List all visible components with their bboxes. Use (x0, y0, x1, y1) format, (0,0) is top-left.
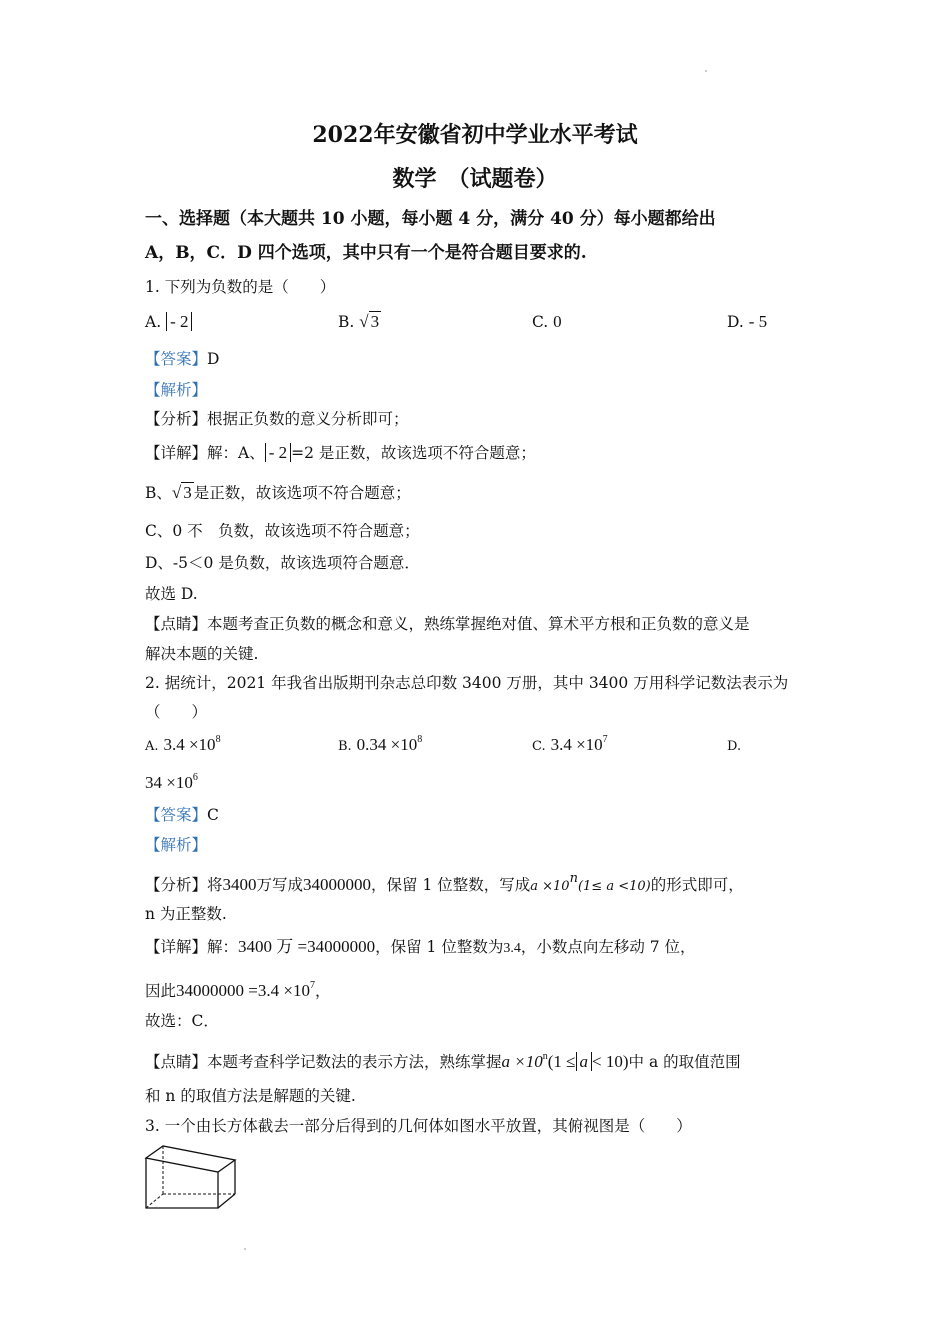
xiangjie-tag: 【详解】 (145, 938, 208, 956)
text: 中 a 的取值范围 (628, 1053, 741, 1071)
text: ，保留 1 位整数，写成 (371, 876, 531, 894)
math-exponent: 7 (309, 980, 315, 991)
q2-option-a (145, 734, 221, 755)
option-value: 3.4 ×10 (550, 735, 603, 754)
dianjing-text: 本题考查正负数的概念和意义，熟练掌握绝对值、算术平方根和正负数的意义是 (207, 615, 750, 633)
q1-option-d (727, 312, 767, 332)
q1-dianjing-2: 解决本题的关键. (145, 645, 259, 663)
text: 的形式即可， (650, 876, 744, 894)
option-label: D. (727, 739, 742, 754)
math-exponent: n (569, 871, 578, 886)
math: 3.4 (503, 941, 521, 956)
text: 本题考查科学记数法的表示方法，熟练掌握 (207, 1053, 502, 1071)
option-value: 0.34 ×10 (356, 735, 418, 754)
math: 34000000 (303, 875, 372, 894)
option-label: C. (532, 739, 546, 754)
math: < 10) (592, 1052, 629, 1071)
truncated-cuboid-figure (143, 1142, 239, 1212)
fenxi-tag: 【分析】 (145, 410, 208, 428)
answer-tag: 【答案】 (145, 806, 208, 824)
text: 解： (207, 938, 239, 956)
q2-option-c (532, 734, 608, 755)
math: a ×10 (501, 1052, 543, 1071)
page-subtitle: 数学 （试题卷） (392, 166, 558, 192)
q1-fenxi (145, 408, 409, 430)
radicand: 3 (183, 483, 192, 502)
q2-fenxi (145, 868, 744, 898)
dianjing-tag: 【点睛】 (145, 1053, 208, 1071)
option-value: 0 (553, 312, 562, 331)
page-mark (705, 70, 707, 72)
section-heading-2: A，B，C．D 四个选项，其中只有一个是符合题目要求的. (145, 243, 587, 263)
q1-option-b (338, 312, 381, 332)
xiangjie-pre: 解：A、 (207, 444, 265, 462)
q1-dianjing (145, 613, 750, 635)
xiangjie-tag: 【详解】 (145, 444, 208, 462)
text: 万写成 (256, 876, 304, 894)
option-value: - 2 (166, 312, 192, 331)
answer-value: D (207, 350, 220, 368)
option-value: 34 ×10 (145, 773, 193, 792)
dianjing-tag: 【点睛】 (145, 615, 208, 633)
math: (1 ≤ (547, 1052, 576, 1071)
option-value: - 5 (748, 312, 768, 331)
page-title: 2022年安徽省初中学业水平考试 (312, 122, 638, 148)
math: 34000000 =3.4 ×10 (176, 981, 310, 1000)
radicand: 3 (370, 312, 380, 331)
page-mark (244, 1248, 246, 1250)
figure-right-bottom-edge (218, 1194, 235, 1208)
fenxi-tag: 【分析】 (145, 876, 208, 894)
option-value: 3.4 ×10 (163, 735, 216, 754)
math: a ×10 (530, 879, 570, 894)
option-label: B. (338, 739, 352, 754)
q1-analysis-tag: 【解析】 (145, 381, 208, 399)
option-label: B. (338, 313, 355, 331)
q2-yinci (145, 975, 330, 1002)
q1-option-a (145, 312, 192, 332)
sqrt-expression: √ 3 (171, 483, 192, 502)
abs-expression: a (576, 1052, 593, 1071)
text: ，小数点向左移动 7 位， (520, 938, 696, 956)
q1-line-d: D、-5＜0 是负数，故该选项符合题意． (145, 554, 420, 572)
abs-expression: - 2 (265, 443, 291, 462)
q1-line-b (145, 482, 411, 504)
q2-dianjing (145, 1046, 741, 1073)
text: 将 (207, 876, 223, 894)
option-label: A. (145, 739, 159, 754)
q1-line-c: C、0 不 负数，故该选项不符合题意； (145, 522, 420, 540)
q1-xiangjie (145, 442, 536, 464)
figure-top-face (146, 1146, 235, 1172)
option-exponent: 8 (215, 734, 221, 745)
line-text: 是正数，故该选项不符合题意； (193, 484, 411, 502)
math: (1≤ a <10) (577, 879, 651, 894)
q1-stem: 1. 下列为负数的是（ ） (145, 278, 336, 296)
option-label: C. (532, 313, 549, 331)
option-exponent: 8 (417, 734, 423, 745)
q3-stem: 3. 一个由长方体截去一部分后得到的几何体如图水平放置，其俯视图是（ ） (145, 1117, 692, 1135)
answer-value: C (207, 806, 219, 824)
q2-stem-2: （ ） (145, 703, 208, 721)
line-prefix: B、 (145, 484, 172, 502)
q2-dianjing-2: 和 n 的取值方法是解题的关键. (145, 1087, 356, 1105)
math: 3400 (222, 875, 257, 894)
option-exponent: 7 (602, 734, 608, 745)
figure-hidden-edge (146, 1194, 163, 1208)
option-label: D. (727, 313, 744, 331)
text: ， (314, 982, 331, 1000)
q1-answer (145, 348, 219, 370)
q2-answer (145, 804, 219, 826)
option-label: A. (145, 313, 162, 331)
section-heading: 一、选择题（本大题共 10 小题，每小题 4 分，满分 40 分）每小题都给出 (145, 209, 716, 229)
text: ，保留 1 位整数为 (375, 938, 504, 956)
math-exponent: n (542, 1051, 548, 1062)
text: 因此 (145, 982, 177, 1000)
q1-choose: 故选 D. (145, 585, 198, 603)
q2-analysis-tag: 【解析】 (145, 836, 208, 854)
q2-option-d (145, 772, 198, 793)
q2-option-d-label (727, 736, 741, 754)
sqrt-expression: √ 3 (359, 312, 380, 331)
q2-stem: 2. 据统计，2021 年我省出版期刊杂志总印数 3400 万册，其中 3400 万用科学记数法表示为 (145, 674, 789, 692)
q2-xiangjie (145, 936, 696, 960)
q2-option-b (338, 734, 422, 755)
q2-fenxi-2: n 为正整数. (145, 905, 227, 923)
q1-option-c (532, 312, 562, 332)
xiangjie-post: =2 是正数，故该选项不符合题意； (291, 444, 536, 462)
fenxi-text: 根据正负数的意义分析即可； (207, 410, 409, 428)
q2-choose: 故选：C． (145, 1012, 219, 1030)
math: 3400 万 =34000000 (238, 937, 376, 956)
answer-tag: 【答案】 (145, 350, 208, 368)
option-exponent: 6 (192, 772, 198, 783)
